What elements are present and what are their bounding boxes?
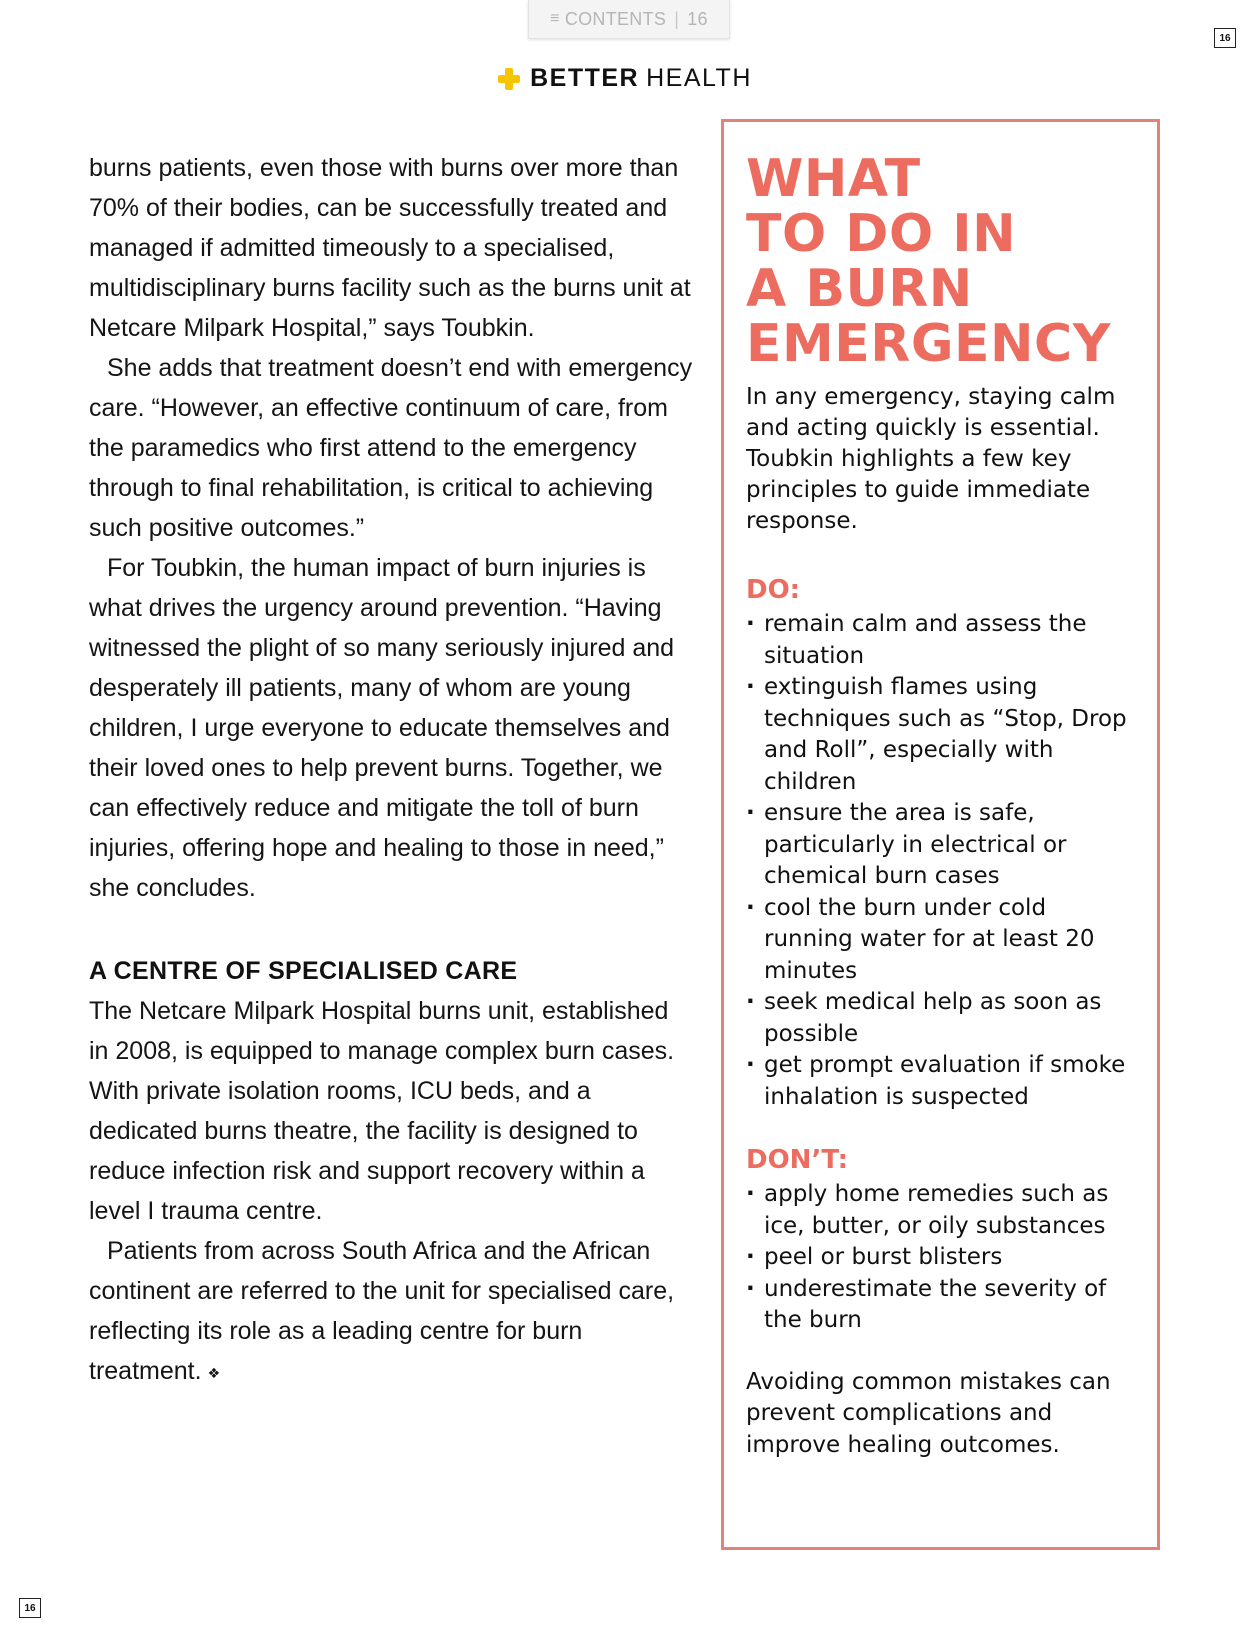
end-of-article-icon: ❖ — [207, 1365, 221, 1381]
menu-icon: ≡ — [550, 10, 560, 27]
do-list-item: · remain calm and assess the situation — [746, 609, 1133, 672]
article-paragraph-4: The Netcare Milpark Hospital burns unit, established in 2008, is equipped to manage complex burn cases. With private isolation rooms, ICU beds, and a dedicated burns theatre, the facility is designed to reduce infection risk and support recovery within a level I trauma centre. — [89, 997, 675, 1225]
burn-emergency-sidebar — [721, 119, 1160, 1550]
do-list-item: · ensure the area is safe, particularly in electrical or chemical burn cases — [746, 798, 1133, 893]
article-paragraph-5-text: Patients from across South Africa and the African continent are referred to the unit for specialised care, reflecting its role as a leading centre for burn treatment. — [89, 1237, 675, 1385]
contents-page-number: 16 — [687, 8, 708, 29]
article-paragraph-3: For Toubkin, the human impact of burn injuries is what drives the urgency around prevention. “Having witnessed the plight of so many seriously injured and desperately ill patients, many of whom are young children, I urge everyone to educate themselves and their loved ones to help prevent burns. Together, we can effectively reduce and mitigate the toll of burn injuries, offering hope and healing to those in need,” she concludes. — [89, 554, 675, 902]
sidebar-intro: In any emergency, staying calm and acting quickly is essential. Toubkin highlights a few key principles to guide immediate response. — [746, 384, 1116, 534]
contents-button[interactable] — [528, 0, 730, 39]
article-paragraph-2: She adds that treatment doesn’t end with emergency care. “However, an effective continuum of care, from the paramedics who first attend to the emergency through to final rehabilitation, is critical to achieving such positive outcomes.” — [89, 354, 693, 542]
article-paragraph-5 — [89, 1231, 694, 1393]
dont-heading: DON’T: — [746, 1145, 849, 1175]
sidebar-title-line: WHAT — [746, 149, 921, 209]
sidebar-title-line: TO DO IN — [746, 204, 1017, 264]
dont-list-item: · peel or burst blisters — [746, 1242, 1133, 1274]
article-paragraph-1: burns patients, even those with burns over more than 70% of their bodies, can be successfully treated and managed if admitted timeously to a specialised, multidisciplinary burns facility such as the burns unit at Netcare Milpark Hospital,” says Toubkin. — [89, 154, 691, 342]
do-list-item: · cool the burn under cold running water for at least 20 minutes — [746, 893, 1133, 988]
do-list — [746, 609, 1133, 1113]
do-heading: DO: — [746, 575, 801, 605]
contents-label: CONTENTS — [564, 8, 667, 29]
sidebar-title-line: EMERGENCY — [746, 314, 1111, 374]
divider: | — [674, 8, 680, 29]
do-list-item: · seek medical help as soon as possible — [746, 987, 1133, 1050]
dont-list-item: · underestimate the severity of the burn — [746, 1274, 1133, 1337]
section-header-bold: BETTER — [530, 64, 640, 92]
do-list-item: · extinguish flames using techniques such as “Stop, Drop and Roll”, especially with children — [746, 672, 1133, 798]
sidebar-outro: Avoiding common mistakes can prevent complications and improve healing outcomes. — [746, 1368, 1111, 1458]
article-subheading: A CENTRE OF SPECIALISED CARE — [89, 957, 518, 985]
article-body — [89, 148, 694, 1393]
sidebar-title — [746, 149, 1133, 374]
section-header-light: HEALTH — [646, 64, 752, 92]
page-number-badge-top[interactable]: 16 — [1214, 28, 1236, 48]
do-list-item: · get prompt evaluation if smoke inhalation is suspected — [746, 1050, 1133, 1113]
page-number-badge-bottom[interactable]: 16 — [19, 1598, 41, 1618]
dont-list — [746, 1179, 1133, 1337]
dont-list-item: · apply home remedies such as ice, butter, or oily substances — [746, 1179, 1133, 1242]
plus-cross-icon — [498, 68, 520, 90]
section-header — [0, 64, 1250, 93]
sidebar-title-line: A BURN — [746, 259, 973, 319]
